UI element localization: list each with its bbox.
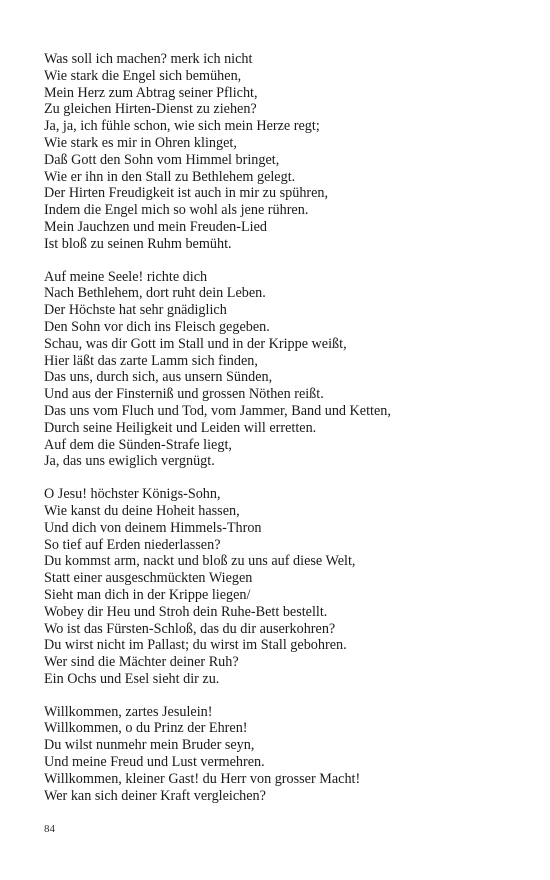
poem-line: Der Hirten Freudigkeit ist auch in mir zu spühren,	[44, 185, 329, 202]
poem-line: So tief auf Erden niederlassen?	[44, 536, 221, 553]
poem-line: Mein Jauchzen und mein Freuden-Lied	[44, 218, 267, 235]
poem-line: Auf meine Seele! richte dich	[44, 268, 208, 285]
poem-line: Durch seine Heiligkeit und Leiden will erretten.	[44, 419, 317, 436]
poem-line: Wo ist das Fürsten-Schloß, das du dir auserkohren?	[44, 620, 336, 637]
poem-line: Wie er ihn in den Stall zu Bethlehem gelegt.	[44, 168, 296, 185]
poem-line: Wie stark die Engel sich bemühen,	[44, 67, 242, 84]
poem-line: Wobey dir Heu und Stroh dein Ruhe-Bett bestellt.	[44, 603, 328, 620]
poem-line: Ja, das uns ewiglich vergnügt.	[44, 453, 215, 470]
stanza-3	[44, 486, 524, 688]
poem-body	[44, 51, 524, 820]
poem-line: Wer sind die Mächter deiner Ruh?	[44, 654, 239, 671]
poem-line: Ja, ja, ich fühle schon, wie sich mein Herze regt;	[44, 118, 320, 135]
poem-line: Ein Ochs und Esel sieht dir zu.	[44, 670, 220, 687]
poem-line: Nach Bethlehem, dort ruht dein Leben.	[44, 285, 266, 302]
poem-line: Hier läßt das zarte Lamm sich finden,	[44, 352, 258, 369]
poem-line: Den Sohn vor dich ins Fleisch gegeben.	[44, 318, 270, 335]
poem-line: O Jesu! höchster Königs-Sohn,	[44, 486, 221, 503]
poem-line: Wie kanst du deine Hoheit hassen,	[44, 502, 240, 519]
poem-line: Wer kan sich deiner Kraft vergleichen?	[44, 787, 266, 804]
poem-line: Der Höchste hat sehr gnädiglich	[44, 302, 227, 319]
poem-line: Zu gleichen Hirten-Dienst zu ziehen?	[44, 101, 257, 118]
poem-line: Willkommen, kleiner Gast! du Herr von grosser Macht!	[44, 770, 361, 787]
stanza-2	[44, 269, 524, 471]
poem-line: Du wirst nicht im Pallast; du wirst im Stall gebohren.	[44, 637, 347, 654]
poem-line: Willkommen, zartes Jesulein!	[44, 703, 213, 720]
page-number: 84	[44, 823, 55, 835]
poem-line: Das uns, durch sich, aus unsern Sünden,	[44, 369, 273, 386]
poem-line: Statt einer ausgeschmückten Wiegen	[44, 570, 253, 587]
poem-line: Und dich von deinem Himmels-Thron	[44, 519, 262, 536]
poem-line: Wie stark es mir in Ohren klinget,	[44, 134, 237, 151]
poem-line: Und meine Freud und Lust vermehren.	[44, 754, 265, 771]
poem-line: Das uns vom Fluch und Tod, vom Jammer, Band und Ketten,	[44, 402, 391, 419]
poem-line: Sieht man dich in der Krippe liegen/	[44, 586, 251, 603]
stanza-4	[44, 704, 524, 805]
poem-line: Du kommst arm, nackt und bloß zu uns auf diese Welt,	[44, 553, 356, 570]
poem-line: Und aus der Finsterniß und grossen Nöthen reißt.	[44, 386, 324, 403]
poem-line: Daß Gott den Sohn vom Himmel bringet,	[44, 151, 280, 168]
poem-line: Schau, was dir Gott im Stall und in der Krippe weißt,	[44, 335, 347, 352]
poem-line: Auf dem die Sünden-Strafe liegt,	[44, 436, 232, 453]
poem-line: Mein Herz zum Abtrag seiner Pflicht,	[44, 84, 258, 101]
poem-line: Du wilst nunmehr mein Bruder seyn,	[44, 737, 255, 754]
poem-line: Indem die Engel mich so wohl als jene rühren.	[44, 202, 309, 219]
poem-line: Was soll ich machen? merk ich nicht	[44, 51, 253, 67]
poem-line: Willkommen, o du Prinz der Ehren!	[44, 720, 248, 737]
poem-line: Ist bloß zu seinen Ruhm bemüht.	[44, 235, 232, 252]
stanza-1	[44, 51, 524, 253]
